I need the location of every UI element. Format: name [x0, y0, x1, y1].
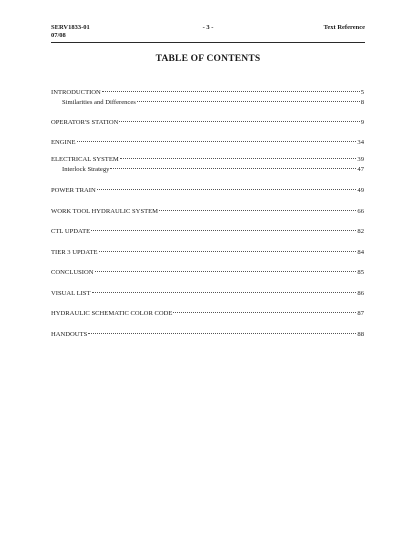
toc-group [51, 268, 364, 278]
text-reference-label: Text Reference [323, 24, 365, 31]
toc-page-number: 86 [357, 289, 364, 297]
toc-group [51, 88, 364, 107]
toc-entry-label: TIER 3 UPDATE [51, 248, 98, 256]
toc-entry-label: Interlock Strategy [62, 165, 110, 173]
toc-page-number: 88 [357, 330, 364, 338]
toc-subentry[interactable] [51, 165, 364, 175]
toc-entry[interactable] [51, 309, 364, 319]
dot-leader [119, 121, 359, 122]
dot-leader [88, 333, 356, 334]
toc-entry[interactable] [51, 207, 364, 217]
dot-leader [91, 230, 356, 231]
toc-entry[interactable] [51, 138, 364, 148]
dot-leader [95, 271, 357, 272]
toc-page-number: 5 [360, 89, 364, 96]
toc-entry[interactable] [51, 155, 364, 165]
toc-subentry[interactable] [51, 98, 364, 108]
toc-entry-label: Similarities and Differences [62, 98, 136, 106]
toc-entry-label: CTL UPDATE [51, 228, 91, 235]
page-number: - 3 - [202, 24, 214, 31]
toc-page-number: 66 [357, 207, 364, 215]
toc-group [51, 227, 364, 237]
dot-leader [159, 210, 356, 211]
dot-leader [120, 158, 357, 159]
toc-group [51, 186, 364, 196]
toc-group [51, 155, 364, 174]
toc-entry-label: ELECTRICAL SYSTEM [51, 156, 119, 163]
toc-page-number: 47 [357, 165, 364, 173]
toc-page-number: 34 [357, 138, 364, 146]
toc-entry[interactable] [51, 330, 364, 340]
dot-leader [99, 251, 357, 252]
toc-page-number: 9 [360, 119, 364, 126]
toc-group [51, 248, 364, 258]
doc-number: SERV1833-01 [51, 24, 90, 31]
toc-group [51, 309, 364, 319]
dot-leader [137, 101, 360, 102]
toc-entry[interactable] [51, 227, 364, 237]
toc-group [51, 138, 364, 148]
toc-entry[interactable] [51, 268, 364, 278]
table-of-contents [51, 77, 364, 339]
toc-group [51, 207, 364, 217]
toc-entry[interactable] [51, 289, 364, 299]
toc-group [51, 289, 364, 299]
toc-entry-label: OPERATOR'S STATION [51, 119, 119, 126]
toc-group [51, 330, 364, 340]
toc-entry-label: CONCLUSION [51, 269, 94, 276]
toc-page-number: 49 [357, 187, 364, 194]
dot-leader [173, 312, 356, 313]
toc-entry-label: WORK TOOL HYDRAULIC SYSTEM [51, 207, 159, 215]
toc-entry-label: ENGINE [51, 138, 76, 146]
toc-page-number: 84 [357, 248, 364, 256]
dot-leader [110, 168, 356, 169]
doc-date: 07/08 [51, 32, 66, 39]
toc-entry-label: HANDOUTS [51, 330, 88, 338]
page-title: TABLE OF CONTENTS [155, 54, 261, 64]
toc-group [51, 118, 364, 128]
toc-page-number: 87 [357, 310, 364, 317]
toc-entry[interactable] [51, 248, 364, 258]
toc-entry-label: POWER TRAIN [51, 187, 96, 194]
toc-page-number: 8 [360, 98, 364, 106]
toc-entry[interactable] [51, 118, 364, 128]
toc-entry-label: HYDRAULIC SCHEMATIC COLOR CODE [51, 310, 173, 317]
toc-entry-label: VISUAL LIST [51, 289, 91, 297]
toc-entry[interactable] [51, 88, 364, 98]
dot-leader [92, 292, 357, 293]
toc-page-number: 39 [357, 156, 364, 163]
toc-entry-label: INTRODUCTION [51, 89, 101, 96]
header-divider [51, 42, 365, 43]
toc-entry[interactable] [51, 186, 364, 196]
dot-leader [102, 91, 360, 92]
toc-page-number: 85 [357, 269, 364, 276]
toc-page-number: 82 [357, 228, 364, 235]
dot-leader [77, 141, 357, 142]
dot-leader [97, 189, 357, 190]
